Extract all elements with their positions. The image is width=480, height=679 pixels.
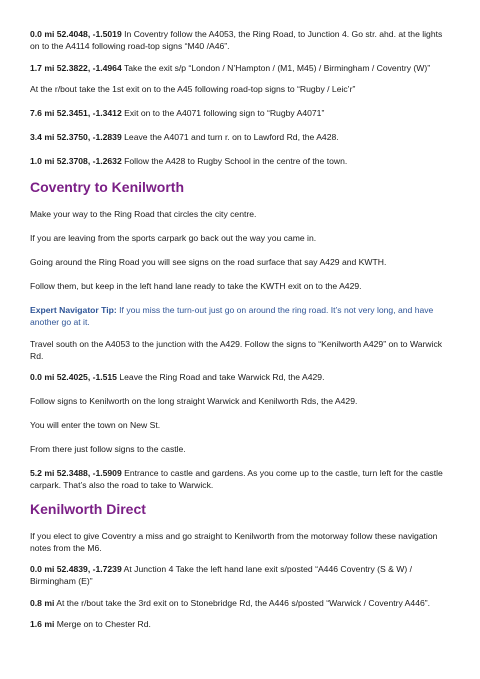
nav-note	[30, 62, 452, 74]
nav-note	[30, 563, 452, 587]
nav-note	[30, 371, 452, 383]
document-page	[30, 28, 452, 642]
nav-note	[30, 155, 452, 167]
nav-note-lead: 3.4 mi 52.3750, -1.2839	[30, 132, 122, 142]
nav-note-lead: 0.0 mi 52.4048, -1.5019	[30, 29, 122, 39]
nav-note	[30, 83, 452, 95]
nav-note-text: At the r/bout take the 3rd exit on to Stonebridge Rd, the A446 s/posted “Warwick / Coventry A446”.	[54, 597, 431, 608]
nav-note-text: Entrance to castle and gardens. As you come up to the castle, turn left for the castle carpark. That’s also the road to take to Warwick.	[30, 468, 443, 490]
nav-note-text: At the r/bout take the 1st exit on to the A45 following road-top signs to “Rugby / Leic’r”	[30, 84, 356, 94]
tip-label: Expert Navigator Tip:	[30, 305, 117, 315]
nav-note-lead: 1.7 mi 52.3822, -1.4964	[30, 62, 122, 73]
paragraph: Make your way to the Ring Road that circles the city centre.	[30, 209, 257, 219]
nav-note-lead: 1.0 mi 52.3708, -1.2632	[30, 156, 122, 166]
paragraph: Follow signs to Kenilworth on the long straight Warwick and Kenilworth Rds, the A429.	[30, 396, 358, 406]
nav-note-lead: 0.0 mi 52.4025, -1.515	[30, 372, 117, 382]
paragraph: If you elect to give Coventry a miss and go straight to Kenilworth from the motorway follow these navigation notes from the M6.	[30, 530, 438, 553]
nav-note-lead: 0.8 mi	[30, 597, 55, 608]
nav-note-text: Leave the Ring Road and take Warwick Rd, the A429.	[116, 372, 325, 382]
nav-note	[30, 107, 452, 119]
paragraph: If you are leaving from the sports carpark go back out the way you came in.	[30, 233, 317, 243]
expert-tip	[30, 304, 452, 328]
section-heading: Coventry to Kenilworth	[30, 179, 185, 195]
nav-note-text: Take the exit s/p “London / N’Hampton / (M1, M45) / Birmingham / Coventry (W)”	[121, 62, 431, 73]
nav-note-lead: 7.6 mi 52.3451, -1.3412	[30, 108, 122, 118]
paragraph: Travel south on the A4053 to the junction with the A429. Follow the signs to “Kenilworth A429” on to Warwick Rd.	[30, 338, 443, 361]
nav-note	[30, 597, 452, 609]
nav-note-text: In Coventry follow the A4053, the Ring Road, to Junction 4. Go str. ahd. at the lights on to the A4114 following road-top signs “M40 /A46”.	[30, 29, 443, 51]
nav-note	[30, 28, 452, 52]
paragraph: Going around the Ring Road you will see signs on the road surface that say A429 and KWTH.	[30, 257, 387, 267]
nav-note-text: Follow the A428 to Rugby School in the centre of the town.	[121, 156, 348, 166]
tip-text: If you miss the turn-out just go on around the ring road. It’s not very long, and have another go at it.	[30, 305, 434, 327]
nav-note-text: At Junction 4 Take the left hand lane exit s/posted “A446 Coventry (S & W) / Birmingham (E)”	[30, 564, 413, 586]
nav-note-text: Exit on to the A4071 following sign to “Rugby A4071”	[121, 108, 325, 118]
paragraph: Follow them, but keep in the left hand lane ready to take the KWTH exit on to the A429.	[30, 281, 362, 291]
section-heading: Kenilworth Direct	[30, 500, 146, 517]
nav-note-text: Merge on to Chester Rd.	[54, 619, 151, 629]
nav-note	[30, 467, 452, 491]
paragraph: You will enter the town on New St.	[30, 420, 161, 430]
paragraph: From there just follow signs to the castle.	[30, 444, 186, 454]
nav-note	[30, 618, 452, 630]
nav-note-lead: 5.2 mi 52.3488, -1.5909	[30, 468, 122, 478]
nav-note-text: Leave the A4071 and turn r. on to Lawford Rd, the A428.	[121, 132, 339, 142]
nav-note	[30, 131, 452, 143]
nav-note-lead: 0.0 mi 52.4839, -1.7239	[30, 564, 122, 574]
nav-note-lead: 1.6 mi	[30, 619, 55, 629]
